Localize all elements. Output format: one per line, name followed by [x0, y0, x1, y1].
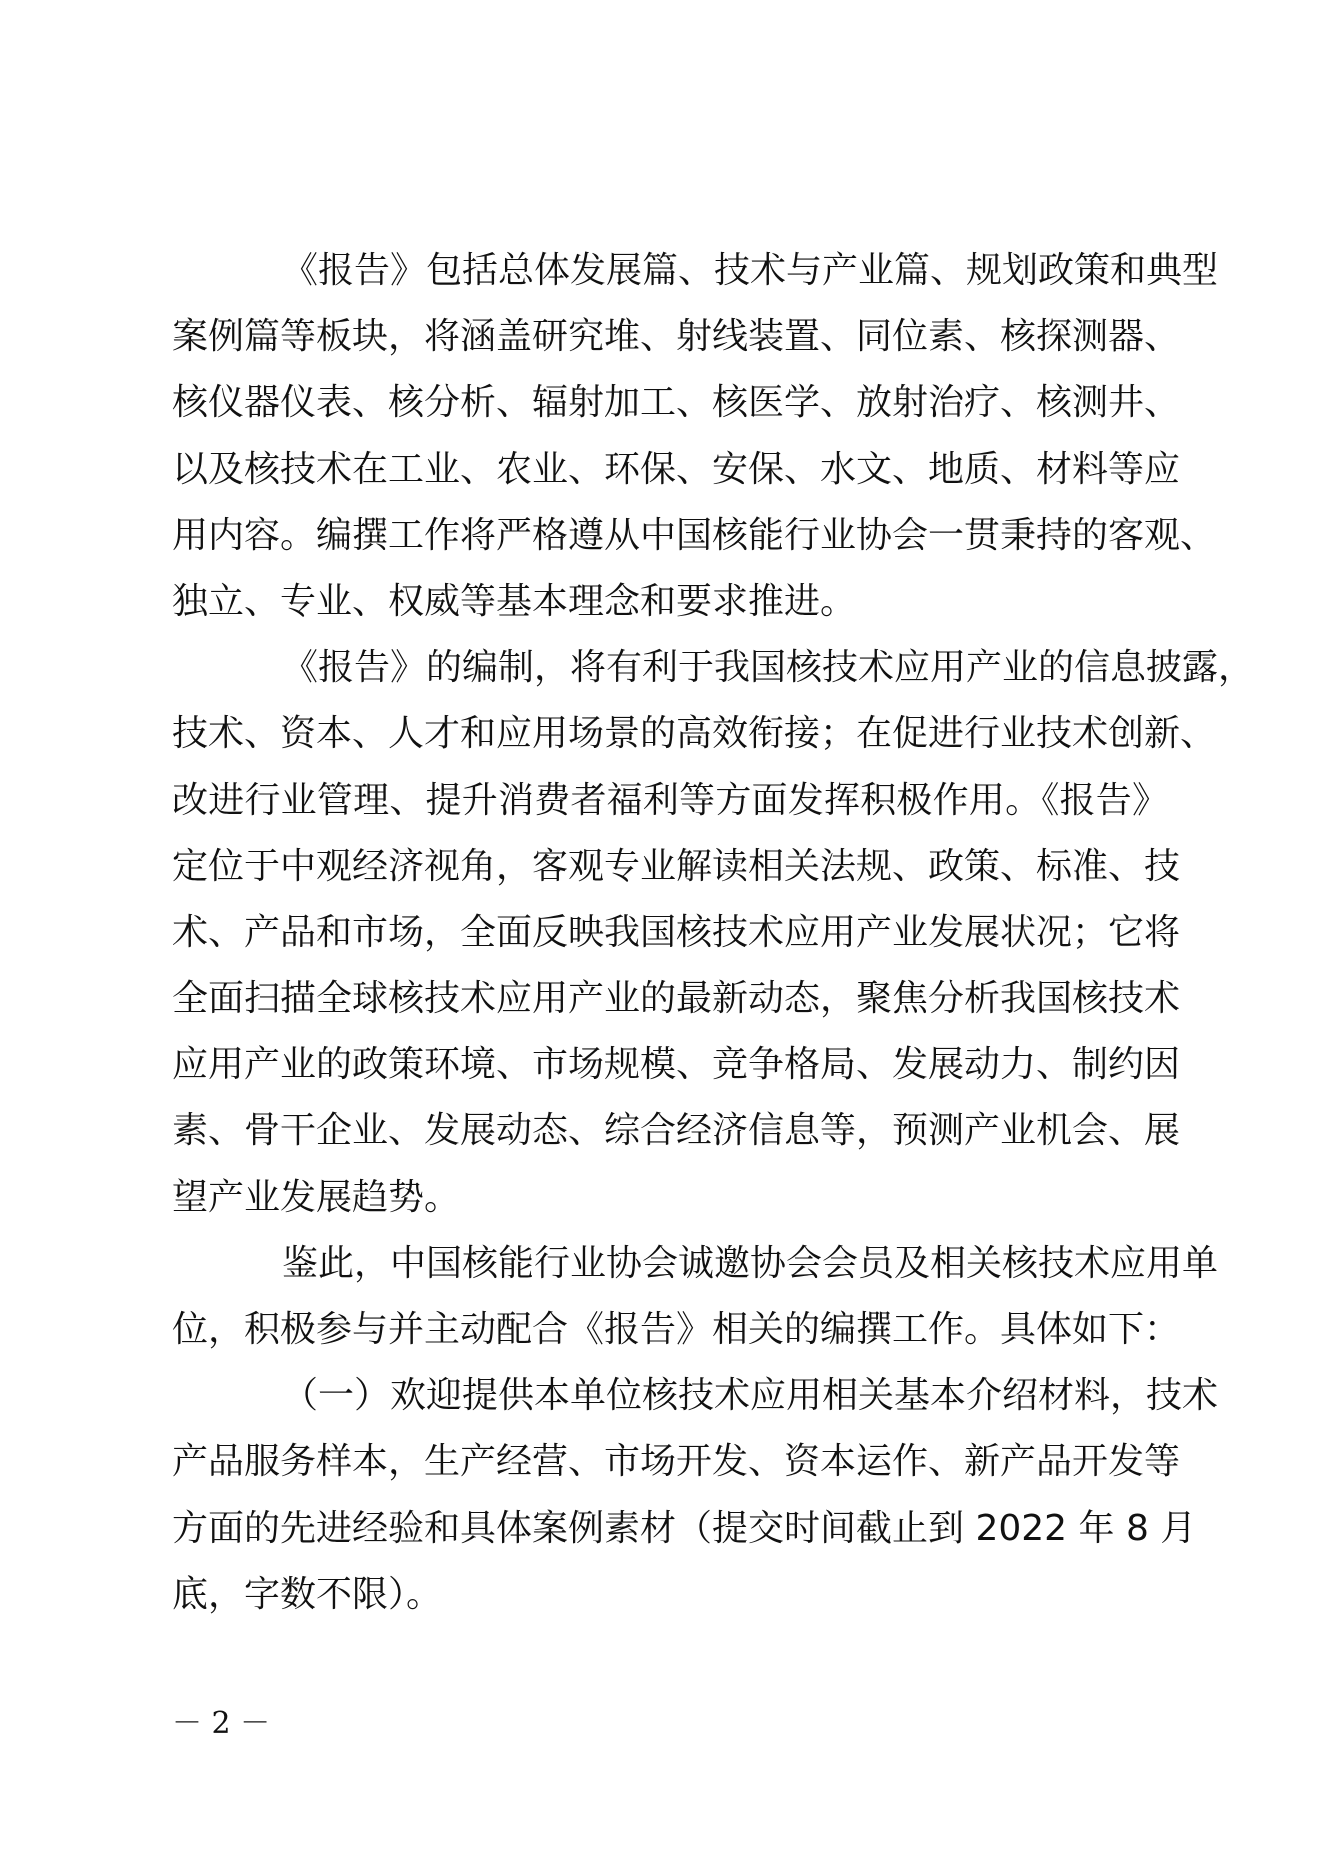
text-line: 素、骨干企业、发展动态、综合经济信息等，预测产业机会、展: [172, 1110, 1181, 1152]
text-line: 术、产品和市场，全面反映我国核技术应用产业发展状况；它将: [172, 911, 1181, 953]
text-line: 改进行业管理、提升消费者福利等方面发挥积极作用。《报告》: [172, 779, 1168, 821]
text-line: 底，字数不限）。: [172, 1573, 443, 1615]
text-line: 望产业发展趋势。: [172, 1176, 461, 1218]
text-line: 全面扫描全球核技术应用产业的最新动态，聚焦分析我国核技术: [172, 978, 1181, 1020]
paragraph-invitation: [172, 1231, 1219, 1363]
text-line: 产品服务样本，生产经营、市场开发、资本运作、新产品开发等: [172, 1441, 1181, 1483]
text-line: （一）欢迎提供本单位核技术应用相关基本介绍材料，技术: [282, 1375, 1219, 1417]
text-line: 核仪器仪表、核分析、辐射加工、核医学、放射治疗、核测井、: [172, 382, 1181, 424]
text-line: 应用产业的政策环境、市场规模、竞争格局、发展动力、制约因: [172, 1044, 1181, 1086]
text-line: 独立、专业、权威等基本理念和要求推进。: [172, 580, 857, 622]
text-line: 案例篇等板块，将涵盖研究堆、射线装置、同位素、核探测器、: [172, 316, 1181, 358]
text-line: 方面的先进经验和具体案例素材（提交时间截止到 2022 年 8 月: [172, 1507, 1197, 1549]
text-line: 位，积极参与并主动配合《报告》相关的编撰工作。具体如下：: [172, 1309, 1181, 1350]
paragraph-item-one: [172, 1363, 1219, 1628]
text-line: 《报告》包括总体发展篇、技术与产业篇、规划政策和典型: [282, 250, 1219, 291]
paragraph-report-contents: [172, 238, 1219, 635]
text-line: 技术、资本、人才和应用场景的高效衔接；在促进行业技术创新、: [172, 713, 1217, 755]
text-line: 鉴此，中国核能行业协会诚邀协会会员及相关核技术应用单: [282, 1242, 1219, 1284]
text-line: 《报告》的编制，将有利于我国核技术应用产业的信息披露，: [282, 647, 1255, 689]
page-number: － 2 －: [172, 1706, 271, 1741]
text-line: 以及核技术在工业、农业、环保、安保、水文、地质、材料等应: [172, 448, 1181, 490]
text-line: 用内容。编撰工作将严格遵从中国核能行业协会一贯秉持的客观、: [172, 514, 1217, 556]
document-body: [172, 238, 1255, 1628]
paragraph-report-purpose: [172, 635, 1255, 1231]
text-line: 定位于中观经济视角，客观专业解读相关法规、政策、标准、技: [172, 845, 1181, 887]
